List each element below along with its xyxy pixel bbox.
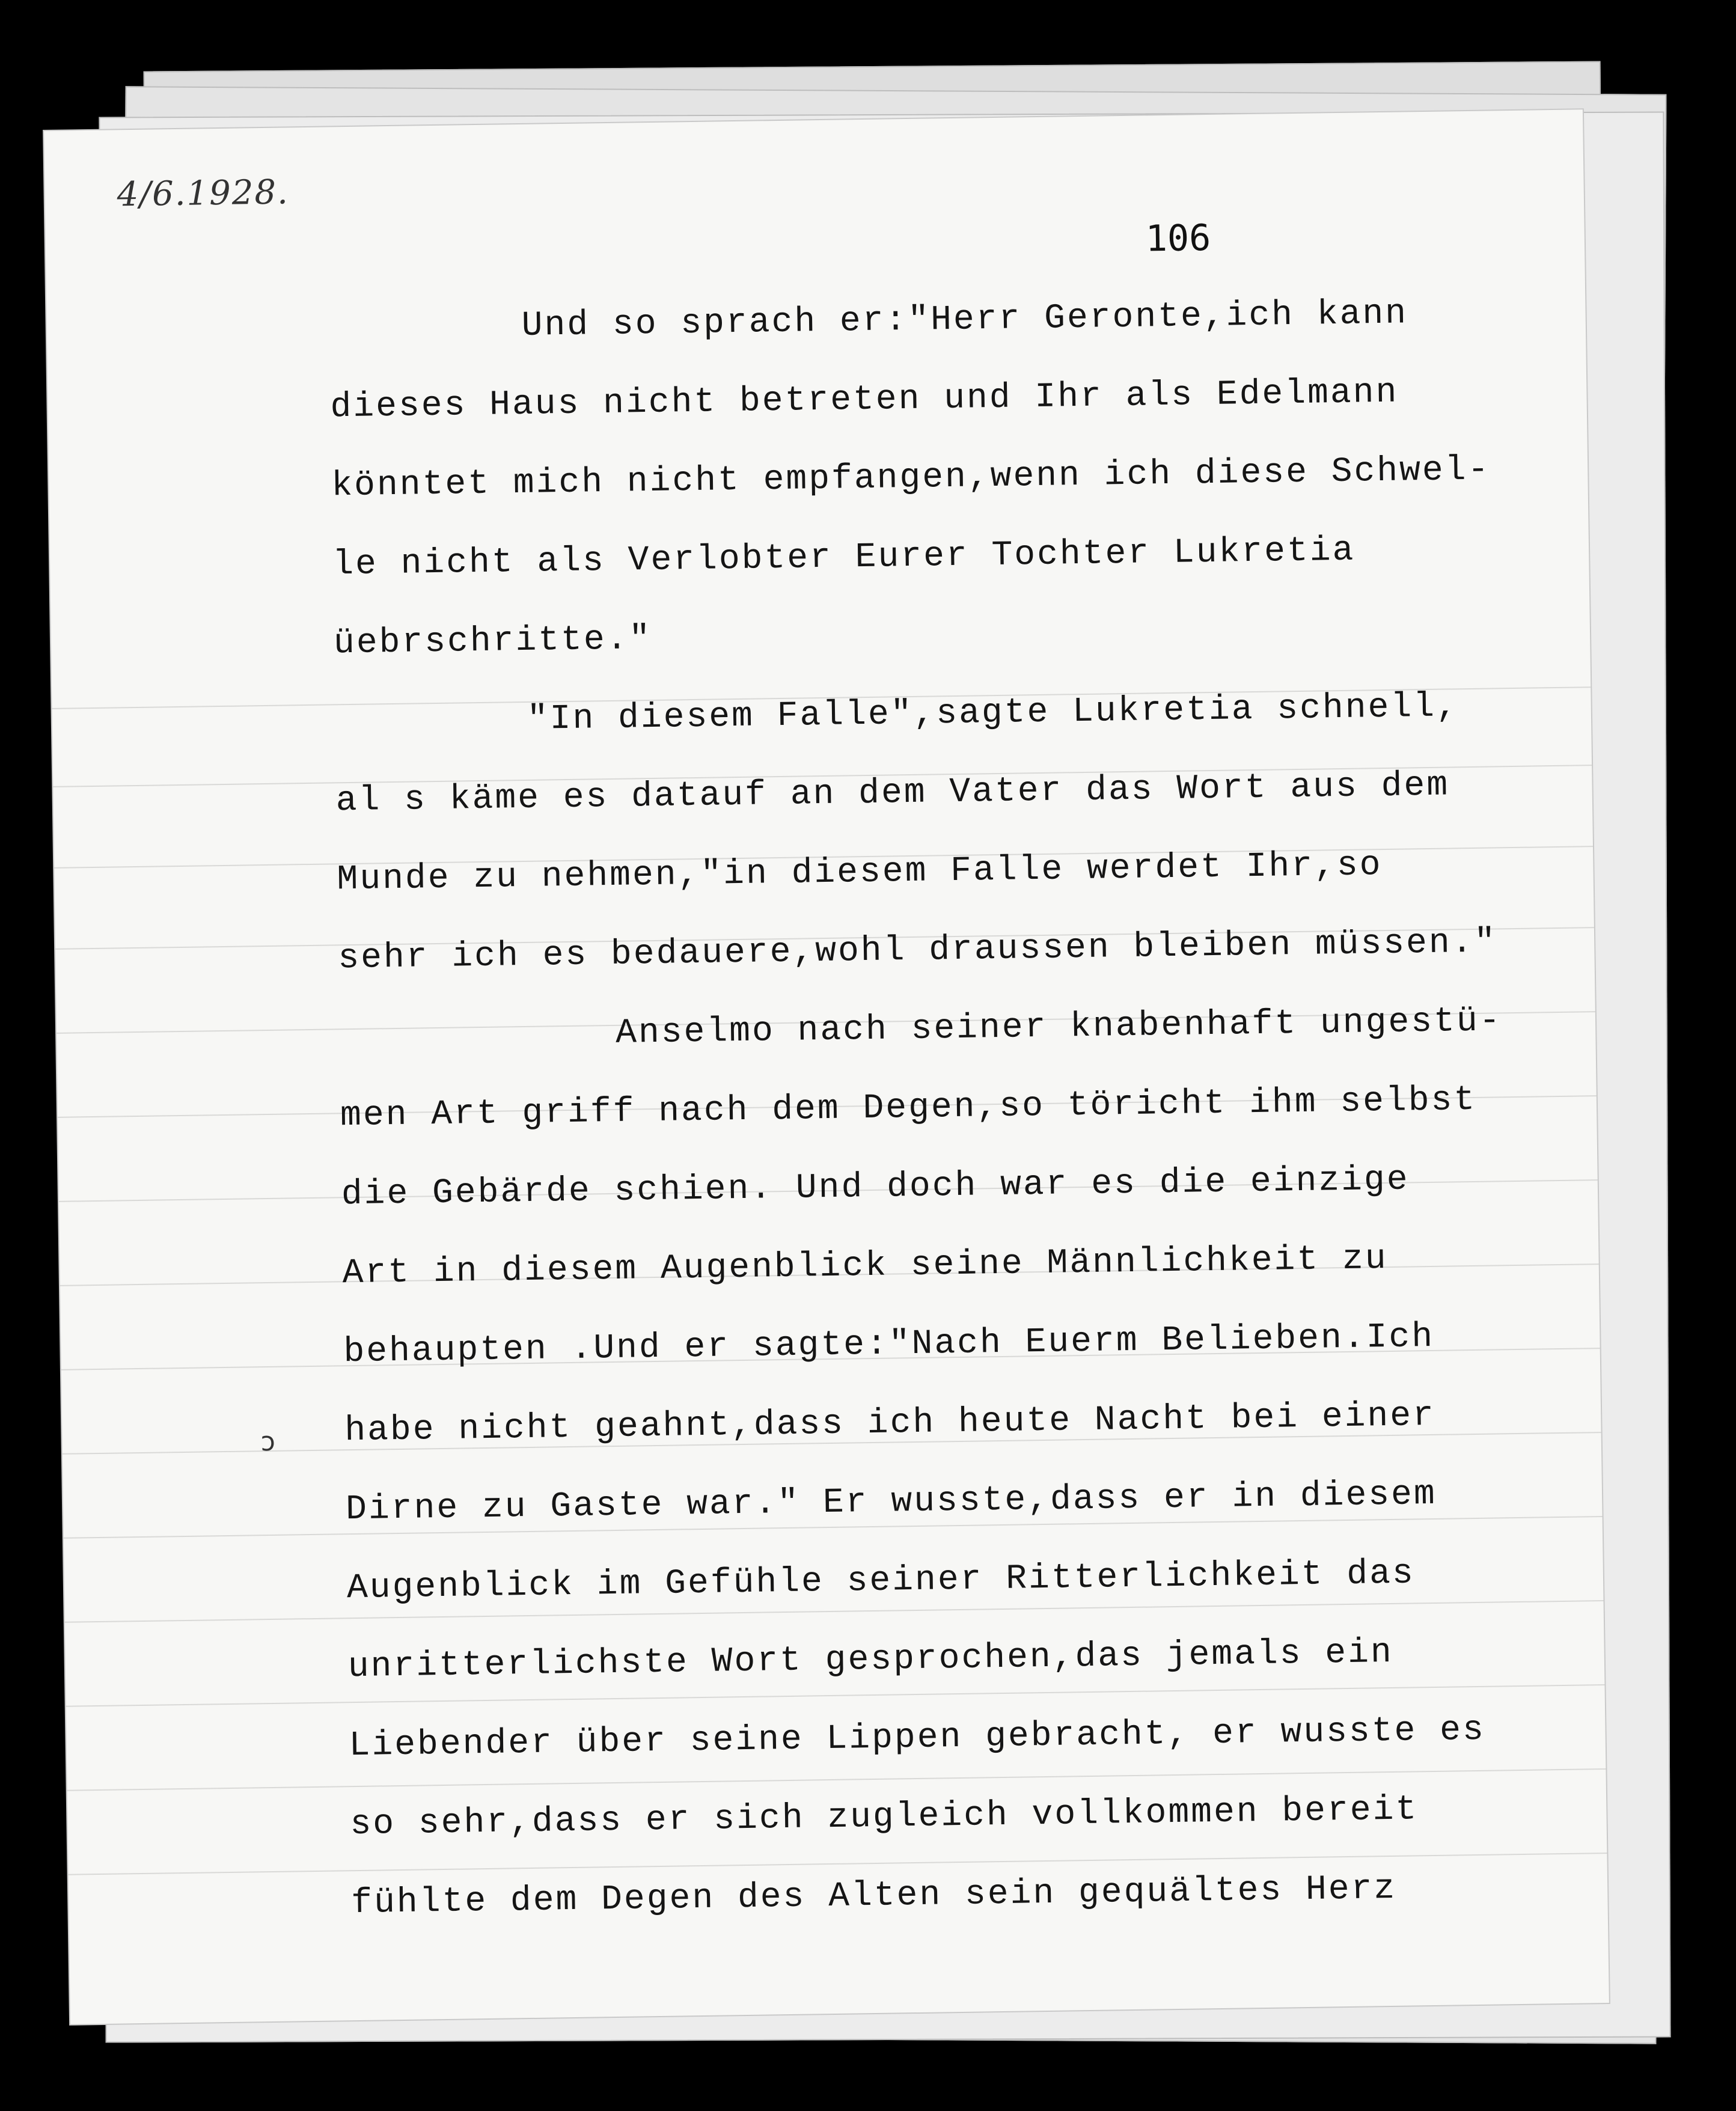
text-line: le nicht als Verlobter Eurer Tochter Lukretia bbox=[332, 531, 1355, 585]
text-line: Augenblick im Gefühle seiner Ritterlichkeit das bbox=[346, 1554, 1416, 1608]
handwritten-date: 4/6.1928. bbox=[117, 173, 290, 215]
typescript-page bbox=[44, 109, 1609, 2024]
text-line: Anselmo nach seiner knabenhaft ungestü- bbox=[615, 1001, 1502, 1053]
text-line: Und so sprach er:"Herr Geronte,ich kann bbox=[521, 294, 1408, 346]
text-line: habe nicht geahnt,dass ich heute Nacht bei einer bbox=[344, 1396, 1436, 1451]
text-line: Liebender über seine Lippen gebracht, er wusste es bbox=[349, 1710, 1486, 1766]
text-line: die Gebärde schien. Und doch war es die einzige bbox=[341, 1160, 1410, 1215]
typed-text bbox=[329, 272, 1602, 1943]
text-line: unritterlichste Wort gesprochen,das jemals ein bbox=[347, 1633, 1394, 1687]
text-line: könntet mich nicht empfangen,wenn ich diese Schwel- bbox=[331, 450, 1491, 506]
text-line: Munde zu nehmen,"in diesem Falle werdet Ihr,so bbox=[337, 846, 1383, 900]
text-line: Dirne zu Gaste war." Er wusste,dass er in diesem bbox=[345, 1474, 1437, 1530]
margin-mark: ↄ bbox=[260, 1426, 276, 1458]
text-line: al s käme es datauf an dem Vater das Wort aus dem bbox=[335, 766, 1450, 821]
text-line: behaupten .Und er sagte:"Nach Euerm Belieben.Ich bbox=[343, 1317, 1435, 1372]
text-line: Art in diesem Augenblick seine Männlichkeit zu bbox=[342, 1239, 1389, 1294]
text-line: sehr ich es bedauere,wohl draussen bleiben müssen." bbox=[337, 923, 1497, 979]
text-line: üebrschritte." bbox=[333, 619, 652, 664]
text-line: fühlte dem Degen des Alten sein gequältes Herz bbox=[350, 1869, 1397, 1923]
text-line: "In diesem Falle",sagte Lukretia schnell, bbox=[527, 687, 1459, 739]
text-line: men Art griff nach dem Degen,so töricht ihm selbst bbox=[340, 1080, 1477, 1136]
text-line: dieses Haus nicht betreten und Ihr als Edelmann bbox=[330, 373, 1399, 427]
text-line: so sehr,dass er sich zugleich vollkommen bereit bbox=[350, 1790, 1419, 1845]
page-number: 106 bbox=[1145, 216, 1211, 260]
